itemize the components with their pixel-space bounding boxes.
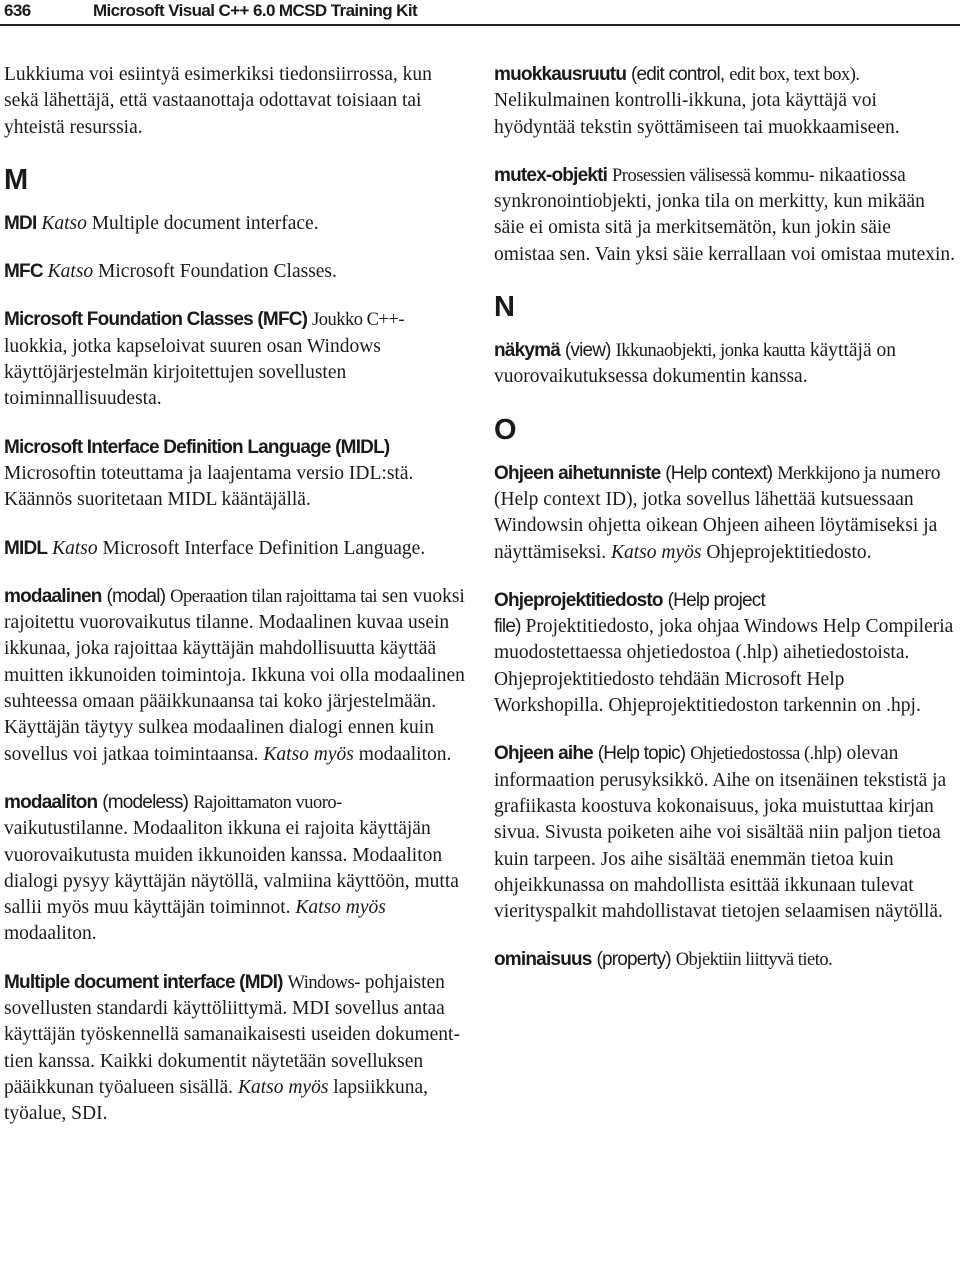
entry-term: MFC [4,261,43,283]
page-header [0,0,960,26]
entry-term: muokkausruutu [494,64,627,85]
entry-definition: Projektitiedosto, joka ohjaa Windows Help Compileria muodostettaessa ohjetiedostoa (.hlp) aihetiedostoista. Ohjeprojektitiedosto tehdään Microsoft Help Workshopilla. Ohjeprojektitiedoston tarkennin on .hpj. [494,616,954,717]
entry-lead: Merkkijono ja [777,463,877,484]
entry-definition: olevan informaation perusyksikkö. Aihe on itsenäinen tekstistä ja grafiikasta koostuva kokonaisuus, joka muistuttaa kirjan sivua. Sivusta poiketen aihe voi sisältää niin paljon tietoa kuin tarpeen. Jos aihe sisältää enemmän tietoa kuin ohjeikkunassa on mahdollista esittää ikkunaan tulevat vierityspalkit mahdollistavat tietojen selaamisen näytöllä. [494,743,947,923]
cross-reference: Microsoft Foundation Classes. [98,261,337,283]
intro-paragraph: Lukkiuma voi esiintyä esimerkiksi tiedonsiirrossa, kun sekä lähettäjä, että vastaanottaja odottavat toisiaan tai yhteistä resurssia. [4,64,432,138]
entry-lead: Prosessien välisessä kommu- [612,165,815,186]
entry-definition: pohjaisten sovellusten standardi käyttöliittymä. MDI sovellus antaa käyttäjän työskennellä samanaikaisesti useiden dokument-tien kanssa. Kaikki dokumentit näytetään sovelluksen pääikkunan työalueen sisällä. [4,971,460,1098]
left-column [4,62,466,1150]
entry-term: MIDL [4,537,48,559]
entry-lead: Ohjetiedostossa (.hlp) [690,744,842,765]
section-letter-m: M [4,163,29,196]
entry-lead: Rajoittamaton vuoro- [193,792,342,813]
entry-term: Multiple document interface (MDI) [4,971,283,993]
book-title: Microsoft Visual C++ 6.0 MCSD Training Kit [93,1,418,20]
entry-term: näkymä [494,340,560,362]
katso-label: Katso myös [263,743,354,765]
cross-reference: lapsiikkuna, työalue, SDI. [4,1076,429,1125]
entry-lead: Joukko C++- [312,310,405,331]
entry-ohjeen-aihe [494,741,956,925]
entry-lead: Operaation tilan rajoittama tai [170,586,378,607]
entry-term: MDI [4,212,37,234]
entry-english-term: (modeless) [102,791,189,813]
entry-lead: Windows- [287,972,360,993]
entry-definition: luokkia, jotka kapseloivat suuren osan Windows käyttöjärjestelmän kirjoitettujen sovellusten toiminnallisuudesta. [4,335,381,410]
entry-term: modaaliton [4,791,98,813]
entry-definition: käyttäjä on vuorovaikutuksessa dokumentin kanssa. [494,340,896,388]
katso-label: Katso [52,537,98,559]
entry-nakyma [494,338,956,391]
entry-definition: sen vuoksi rajoitettu vuorovaikutus tilanne. Modaalinen kuvaa usein ikkunaa, joka rajoittaa käyttäjän mahdollisuutta käyttää muitten ikkunoiden toimintoja. Ikkuna voi olla modaalinen suhteessa omaan pääikkunaansa tai koko järjestelmään. Käyttäjän täytyy sulkea modaalinen dialogi ennen kuin sovellus voi jatkaa toimintaansa. [4,585,465,765]
entry-definition: Microsoftin toteuttama ja laajentama versio IDL:stä. Käännös suoritetaan MIDL kääntäjällä. [4,462,414,511]
entry-term: Ohjeen aihe [494,743,593,765]
entry-lead: edit box, text box). [729,65,860,85]
entry-ohjeprojektitiedosto [494,588,956,719]
entry-mutex-objekti [494,163,956,268]
entry-english-term: (Help topic) [597,743,686,765]
katso-label: Katso myös [610,541,702,563]
entry-microsoft-foundation-classes [4,307,466,412]
entry-lead: Objektiin liittyvä tieto. [675,950,833,971]
entry-term: Microsoft Foundation Classes (MFC) [4,309,308,331]
section-letter-o: O [494,413,517,446]
katso-label: Katso [47,261,94,283]
entry-term: Ohjeprojektitiedosto [494,589,663,611]
entry-english-term: (Help context) [665,462,773,484]
right-column [494,62,956,996]
entry-english-term-cont: file) [494,616,521,638]
entry-term: Microsoft Interface Definition Language (MIDL) [4,436,390,458]
entry-term: Ohjeen aihetunniste [494,462,661,484]
cross-reference: modaaliton. [4,923,97,945]
entry-microsoft-interface-definition-language [4,435,466,514]
entry-definition: nikaatiossa synkronointiobjekti, jonka tila on merkitty, kun mikään säie ei omista sitä ja merkitsemätön, kun jokin säie omistaa sen. Vain yksi säie kerrallaan voi omistaa mutexin. [494,164,956,265]
entry-term: mutex-objekti [494,164,608,186]
entry-mdi [4,211,466,237]
cross-reference: Microsoft Interface Definition Language. [102,537,426,559]
entry-term: modaalinen [4,585,102,607]
entry-english-term: (Help project [667,589,765,611]
entry-english-term: (modal) [106,585,166,607]
cross-reference: Ohjeprojektitiedosto. [706,541,872,563]
section-letter-n: N [494,291,515,324]
entry-mfc [4,259,466,285]
katso-label: Katso myös [237,1076,329,1098]
entry-modaaliton [4,790,466,948]
entry-multiple-document-interface [4,970,466,1128]
entry-lead: Ikkunaobjekti, jonka kautta [615,341,806,362]
entry-muokkausruutu [494,62,956,141]
cross-reference: modaaliton. [358,743,452,765]
entry-ohjeen-aihetunniste [494,461,956,566]
katso-label: Katso myös [295,897,386,919]
entry-midl [4,536,466,562]
entry-definition: Nelikulmainen kontrolli-ikkuna, jota käyttäjä voi hyödyntää tekstin syöttämiseen tai muokkaamiseen. [494,90,900,138]
entry-modaalinen [4,584,466,768]
entry-ominaisuus [494,947,956,973]
page-number: 636 [4,1,31,20]
entry-term: ominaisuus [494,949,592,971]
entry-definition: vaikutustilanne. Modaaliton ikkuna ei rajoita käyttäjän vuorovaikutusta muiden ikkunoiden kanssa. Modaaliton dialogi pysyy käyttäjän näytöllä, valmiina käyttöön, mutta sallii myös muu käyttäjän toiminnot. [4,818,459,919]
katso-label: Katso [41,212,87,234]
entry-definition: numero (Help context ID), jotka sovellus lähettää kutsuessaan Windowsin ohjetta oikean Ohjeen aiheen löytämiseksi ja näyttämiseksi. [494,462,941,563]
entry-english-term: (property) [596,949,671,971]
entry-english-term: (view) [564,340,611,362]
cross-reference: Multiple document interface. [91,212,319,234]
entry-english-term: (edit control, [631,64,725,85]
